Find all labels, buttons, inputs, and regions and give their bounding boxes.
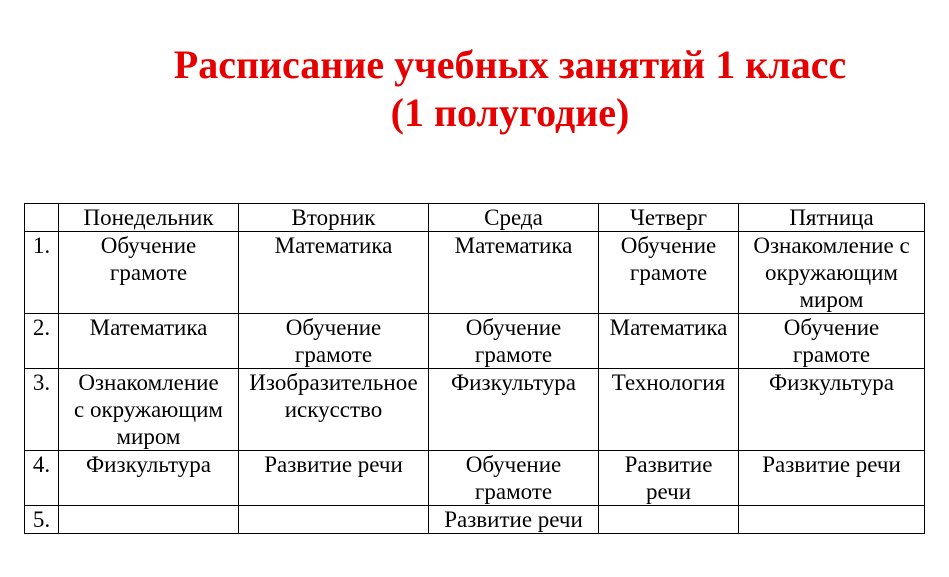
table-row <box>25 314 925 369</box>
header-row <box>25 204 925 232</box>
lesson-monday: Ознакомление с окружающим миром <box>59 369 239 451</box>
lesson-tuesday: Обучение грамоте <box>239 314 429 369</box>
lesson-friday <box>739 506 925 534</box>
row-number: 5. <box>25 506 59 534</box>
page-title <box>100 41 920 137</box>
table-row <box>25 232 925 314</box>
lesson-tuesday <box>239 506 429 534</box>
schedule-table <box>24 203 925 534</box>
lesson-monday: Физкультура <box>59 451 239 506</box>
table-row <box>25 506 925 534</box>
lesson-thursday: Развитие речи <box>599 451 739 506</box>
lesson-wednesday: Физкультура <box>429 369 599 451</box>
lesson-monday <box>59 506 239 534</box>
lesson-thursday: Технология <box>599 369 739 451</box>
header-wednesday: Среда <box>429 204 599 232</box>
table-row <box>25 369 925 451</box>
lesson-thursday: Обучение грамоте <box>599 232 739 314</box>
title-line-1: Расписание учебных занятий 1 класс <box>173 42 847 87</box>
lesson-wednesday: Обучение грамоте <box>429 451 599 506</box>
header-friday: Пятница <box>739 204 925 232</box>
lesson-friday: Обучение грамоте <box>739 314 925 369</box>
table-row <box>25 451 925 506</box>
lesson-tuesday: Математика <box>239 232 429 314</box>
row-number: 3. <box>25 369 59 451</box>
lesson-wednesday: Развитие речи <box>429 506 599 534</box>
lesson-monday: Математика <box>59 314 239 369</box>
lesson-friday: Физкультура <box>739 369 925 451</box>
lesson-tuesday: Изобразительное искусство <box>239 369 429 451</box>
header-tuesday: Вторник <box>239 204 429 232</box>
lesson-friday: Развитие речи <box>739 451 925 506</box>
header-number <box>25 204 59 232</box>
row-number: 4. <box>25 451 59 506</box>
row-number: 2. <box>25 314 59 369</box>
lesson-wednesday: Обучение грамоте <box>429 314 599 369</box>
title-line-2: (1 полугодие) <box>390 90 630 135</box>
lesson-thursday <box>599 506 739 534</box>
row-number: 1. <box>25 232 59 314</box>
lesson-friday: Ознакомление с окружающим миром <box>739 232 925 314</box>
lesson-wednesday: Математика <box>429 232 599 314</box>
lesson-tuesday: Развитие речи <box>239 451 429 506</box>
lesson-monday: Обучение грамоте <box>59 232 239 314</box>
header-monday: Понедельник <box>59 204 239 232</box>
lesson-thursday: Математика <box>599 314 739 369</box>
header-thursday: Четверг <box>599 204 739 232</box>
